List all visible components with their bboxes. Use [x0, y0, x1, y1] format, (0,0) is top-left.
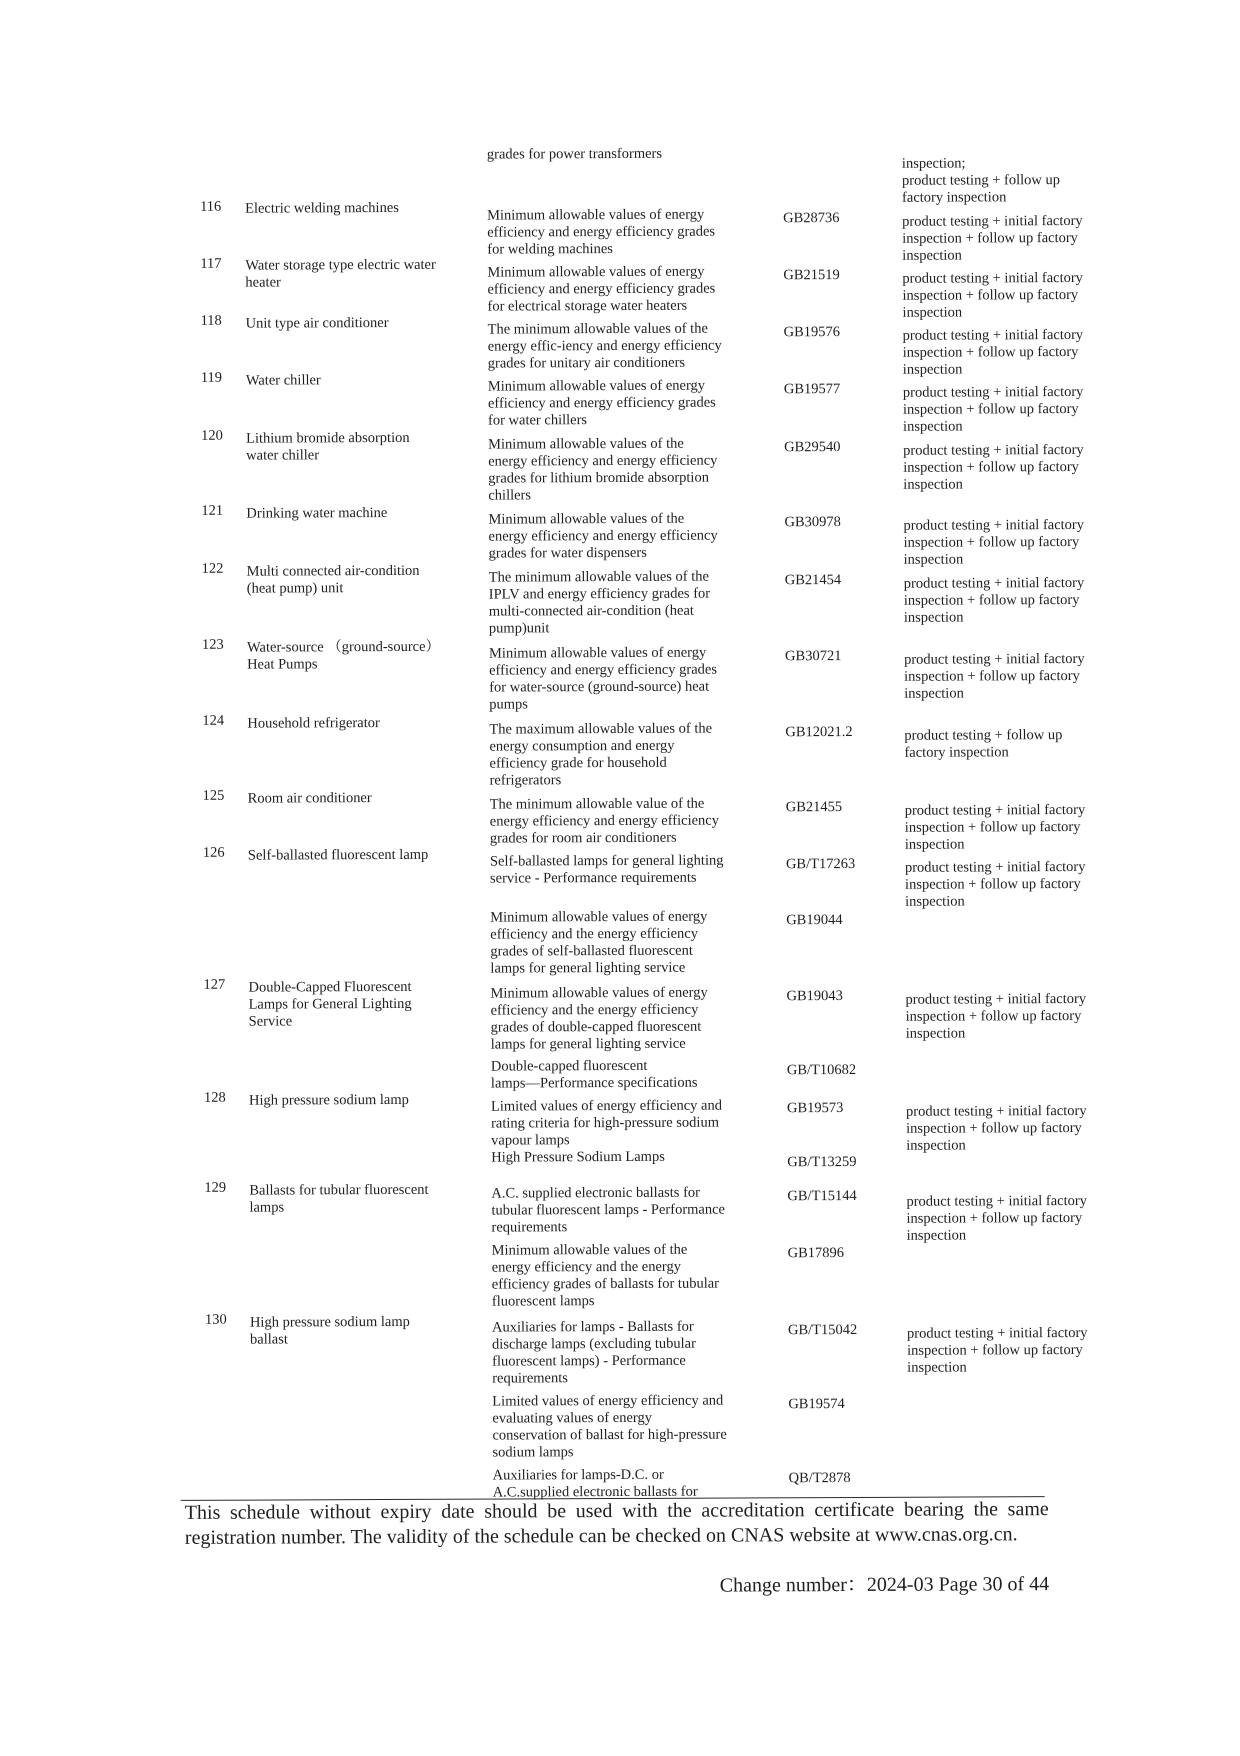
product-name: Water storage type electric water heater	[245, 256, 436, 291]
certification-mode: product testing + initial factory inspection + follow up factory inspection	[902, 212, 1083, 264]
standard-name: Limited values of energy efficiency and rating criteria for high-pressure sodium vapour lamps	[490, 1097, 723, 1149]
product-name: Water chiller	[245, 372, 321, 389]
standard-name: Minimum allowable values of energy efficiency and the energy efficiency grades of double-capped fluorescent lamps for general lighting service	[490, 984, 708, 1053]
certification-mode: product testing + follow up factory inspection	[904, 727, 1063, 761]
product-name: Multi connected air-condition (heat pump) unit	[246, 562, 420, 597]
standard-code: GB28736	[783, 210, 840, 227]
standard-name: Auxiliaries for lamps - Ballasts for discharge lamps (excluding tubular fluorescent lamps) - Performance requirements	[491, 1318, 696, 1387]
standard-code: GB/T15144	[787, 1187, 857, 1205]
certification-mode: product testing + initial factory inspection + follow up factory inspection	[904, 650, 1085, 702]
certification-mode: product testing + initial factory inspection + follow up factory inspection	[905, 1102, 1087, 1154]
product-name: Water-source （ground-source） Heat Pumps	[246, 638, 441, 673]
row-number: 123	[201, 636, 224, 653]
certification-mode: product testing + initial factory inspection + follow up factory inspection	[902, 383, 1084, 435]
product-name: Self-ballasted fluorescent lamp	[247, 846, 429, 864]
standard-name: Auxiliaries for lamps-D.C. or A.C.supplied electronic ballasts for	[492, 1466, 698, 1501]
certification-mode: product testing + initial factory inspection + follow up factory inspection	[903, 574, 1085, 626]
standard-code: GB19576	[783, 324, 841, 341]
row-number: 120	[201, 427, 223, 444]
standard-name: Limited values of energy efficiency and evaluating values of energy conservation of ballast for high-pressure sodium lamps	[492, 1392, 727, 1461]
row-number: 122	[201, 560, 224, 577]
product-name: Household refrigerator	[247, 715, 380, 732]
standard-name: A.C. supplied electronic ballasts for tubular fluorescent lamps - Performance requirements	[491, 1184, 726, 1236]
row-number: 126	[202, 844, 225, 861]
row-number: 128	[203, 1089, 226, 1106]
product-name: Double-Capped Fluorescent Lamps for General Lighting Service	[248, 978, 412, 1030]
standard-code: GB29540	[784, 439, 841, 456]
standard-code: GB/T10682	[786, 1061, 857, 1079]
product-name: Unit type air conditioner	[245, 315, 389, 332]
certification-mode: product testing + initial factory inspection + follow up factory inspection	[903, 441, 1084, 493]
certification-mode: product testing + initial factory inspection + follow up factory inspection	[905, 990, 1087, 1042]
row-number: 129	[204, 1179, 227, 1196]
certification-mode: product testing + initial factory inspection + follow up factory inspection	[902, 326, 1084, 378]
standard-code: GB/T13259	[787, 1153, 857, 1171]
standard-name: Minimum allowable values of energy efficiency and energy efficiency grades for water chillers	[487, 377, 716, 429]
standard-code: GB19043	[786, 988, 843, 1005]
product-name: Lithium bromide absorption water chiller	[246, 429, 410, 464]
product-name: Electric welding machines	[245, 199, 399, 217]
continued-standard-name: grades for power transformers	[486, 145, 663, 163]
row-number: 118	[200, 312, 222, 329]
certification-mode: product testing + initial factory inspection + follow up factory inspection	[903, 516, 1085, 568]
standard-code: GB12021.2	[785, 723, 853, 741]
standard-code: GB17896	[787, 1245, 845, 1262]
certification-mode: product testing + initial factory inspection + follow up factory inspection	[906, 1192, 1087, 1244]
product-name: Ballasts for tubular fluorescent lamps	[249, 1181, 429, 1216]
standard-code: GB21454	[784, 572, 842, 589]
standard-name: The minimum allowable value of the energy efficiency and energy efficiency grades for room air conditioners	[489, 795, 720, 847]
row-number: 116	[200, 198, 222, 215]
standard-name: The maximum allowable values of the energy consumption and energy efficiency grade for household refrigerators	[489, 720, 713, 789]
product-name: High pressure sodium lamp ballast	[249, 1313, 410, 1348]
row-number: 130	[204, 1311, 227, 1328]
product-name: High pressure sodium lamp	[248, 1091, 409, 1109]
standard-code: GB21455	[785, 799, 843, 816]
row-number: 127	[203, 976, 226, 993]
standard-code: GB19577	[783, 381, 841, 398]
continued-certification-mode: inspection; product testing + follow up factory inspection	[901, 155, 1061, 206]
standard-code: GB/T15042	[787, 1321, 858, 1339]
row-number: 125	[202, 787, 225, 804]
standard-name: Self-ballasted lamps for general lighting service - Performance requirements	[489, 852, 724, 887]
standard-code: GB19573	[786, 1100, 844, 1117]
product-name: Drinking water machine	[246, 505, 388, 522]
standard-name: Minimum allowable values of the energy efficiency and energy efficiency grades for lithium bromide absorption chillers	[488, 435, 718, 504]
standard-name: The minimum allowable values of the energy effic-iency and energy efficiency grades for unitary air conditioners	[487, 320, 722, 372]
standard-code: GB/T17263	[785, 855, 856, 873]
standard-name: High Pressure Sodium Lamps	[491, 1148, 665, 1166]
standard-code: GB21519	[783, 267, 840, 284]
standard-name: Minimum allowable values of the energy efficiency and energy efficiency grades for water dispensers	[488, 510, 718, 562]
product-name: Room air conditioner	[247, 790, 372, 807]
row-number: 119	[200, 369, 223, 386]
standard-name: Minimum allowable values of energy efficiency and energy efficiency grades for welding machines	[487, 206, 716, 258]
standard-name: Minimum allowable values of the energy efficiency and the energy efficiency grades of ballasts for tubular fluorescent lamps	[491, 1241, 720, 1310]
standard-name: Minimum allowable values of energy efficiency and energy efficiency grades for water-source (ground-source) heat pumps	[488, 644, 717, 713]
certification-mode: product testing + initial factory inspection + follow up factory inspection	[902, 269, 1083, 321]
standard-code: GB19044	[786, 912, 843, 929]
row-number: 124	[202, 712, 225, 729]
standard-code: GB19574	[788, 1396, 845, 1413]
standard-name: Minimum allowable values of energy efficiency and the energy efficiency grades of self-ballasted fluorescent lamps for general lighting service	[490, 908, 708, 977]
row-number: 117	[200, 255, 222, 272]
certification-mode: product testing + initial factory inspection + follow up factory inspection	[904, 801, 1086, 853]
page-change-number: Change number：2024-03 Page 30 of 44	[719, 1573, 1050, 1597]
certification-mode: product testing + initial factory inspection + follow up factory inspection	[906, 1324, 1088, 1376]
standard-name: The minimum allowable values of the IPLV and energy efficiency grades for multi-connected air-condition (heat pump)unit	[488, 568, 711, 637]
certification-mode: product testing + initial factory inspection + follow up factory inspection	[904, 858, 1086, 910]
standard-name: Minimum allowable values of energy efficiency and energy efficiency grades for electrical storage water heaters	[487, 263, 716, 315]
standard-name: Double-capped fluorescent lamps—Performance specifications	[490, 1057, 698, 1092]
standard-code: GB30978	[784, 514, 841, 531]
standard-code: QB/T2878	[788, 1469, 851, 1487]
standard-code: GB30721	[785, 648, 842, 665]
row-number: 121	[201, 502, 224, 519]
footer-note: This schedule without expiry date should be used with the accreditation certificate bearing the same registration number. The validity of the schedule can be checked on CNAS website at www.cnas.org.cn.	[184, 1498, 1049, 1549]
